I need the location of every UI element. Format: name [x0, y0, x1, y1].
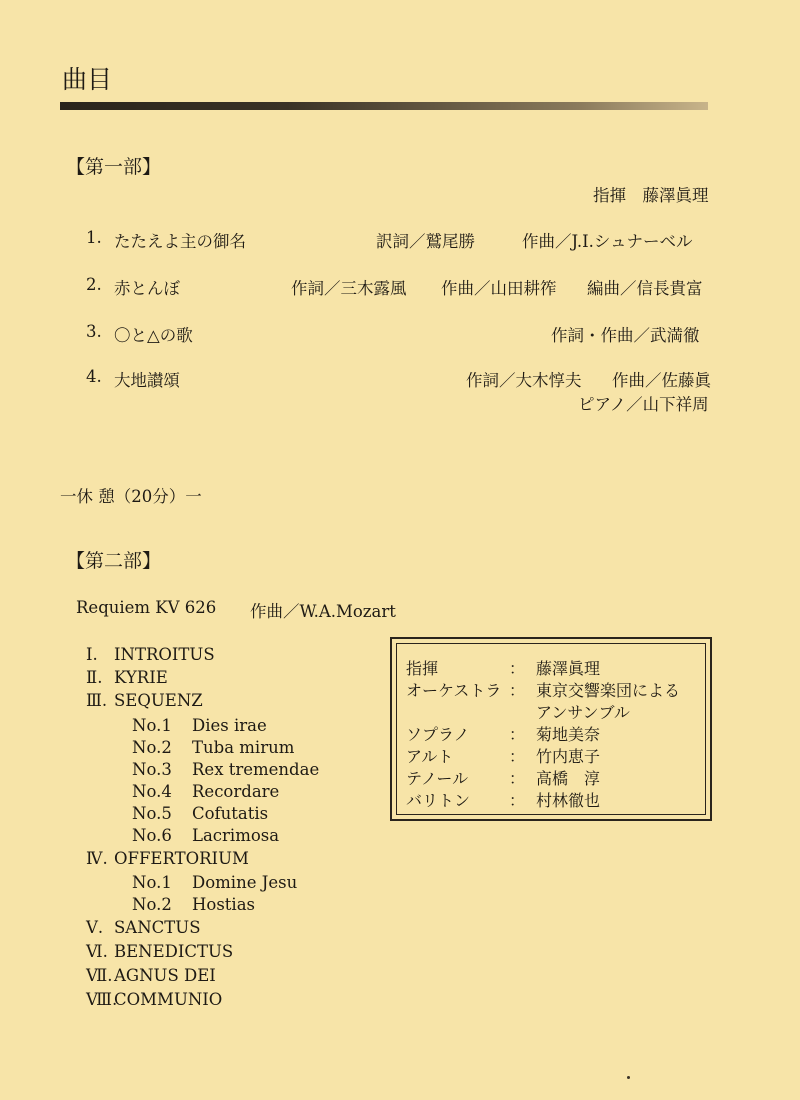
page-title: 曲目	[62, 65, 113, 94]
sub-number: No.5	[132, 804, 172, 823]
movement-numeral: Ⅶ.	[86, 966, 113, 985]
movement-numeral: Ⅵ.	[86, 942, 108, 961]
performer-name-cont: アンサンブル	[536, 703, 630, 722]
item-number: 4.	[86, 367, 102, 386]
movement-numeral: Ⅱ.	[86, 668, 103, 687]
song-credit: 作詞・作曲／武満徹	[551, 326, 700, 345]
movement-name: BENEDICTUS	[114, 942, 234, 961]
item-number: 2.	[86, 275, 102, 294]
performer-name: 藤澤眞理	[536, 659, 601, 678]
sub-name: Domine Jesu	[192, 873, 298, 892]
performer-sep: ：	[509, 747, 526, 766]
item-number: 3.	[86, 322, 102, 341]
sub-number: No.6	[132, 826, 172, 845]
movement-name: KYRIE	[114, 668, 168, 687]
movement-name: SANCTUS	[114, 918, 201, 937]
performer-role: ソプラノ	[406, 725, 470, 744]
part1-conductor: 指揮 藤澤眞理	[593, 186, 709, 205]
song-credit: 編曲／信長貴富	[587, 279, 703, 298]
performer-role: バリトン	[406, 791, 471, 810]
movement-numeral: Ⅰ.	[86, 645, 98, 664]
song-title: 赤とんぼ	[114, 279, 180, 298]
movement-numeral: Ⅴ.	[86, 918, 104, 937]
sub-number: No.1	[132, 873, 172, 892]
performer-role: オーケストラ	[406, 681, 502, 700]
title-rule	[60, 102, 708, 110]
work-composer: 作曲／W.A.Mozart	[250, 602, 396, 621]
part1-heading: 【第一部】	[66, 156, 162, 178]
movement-numeral: Ⅳ.	[86, 849, 108, 868]
performer-name: 高橋 淳	[536, 769, 601, 788]
sub-name: Cofutatis	[192, 804, 269, 823]
movement-name: OFFERTORIUM	[114, 849, 249, 868]
performer-sep: ：	[509, 769, 526, 788]
song-credit: 作詞／大木惇夫	[466, 371, 582, 390]
sub-number: No.4	[132, 782, 172, 801]
performer-role: テノール	[406, 769, 469, 788]
song-credit: 作詞／三木露風	[291, 279, 407, 298]
sub-name: Hostias	[192, 895, 256, 914]
movement-name: AGNUS DEI	[114, 966, 216, 985]
performer-role: 指揮	[406, 659, 439, 678]
sub-name: Tuba mirum	[192, 738, 295, 757]
movement-numeral: Ⅷ.	[86, 990, 118, 1009]
sub-name: Lacrimosa	[192, 826, 280, 845]
sub-number: No.3	[132, 760, 172, 779]
movement-numeral: Ⅲ.	[86, 691, 108, 710]
movement-name: SEQUENZ	[114, 691, 203, 710]
performer-name: 村林徹也	[536, 791, 601, 810]
sub-name: Recordare	[192, 782, 280, 801]
paper-speck	[627, 1076, 630, 1079]
performer-sep: ：	[509, 725, 526, 744]
movement-name: COMMUNIO	[114, 990, 223, 1009]
performer-sep: ：	[509, 681, 526, 700]
sub-number: No.2	[132, 895, 172, 914]
sub-number: No.1	[132, 716, 172, 735]
song-credit: 作曲／山田耕筰	[441, 279, 557, 298]
part2-heading: 【第二部】	[66, 550, 162, 572]
song-title: たたえよ主の御名	[114, 232, 246, 251]
performer-role: アルト	[406, 747, 454, 766]
pianist-credit: ピアノ／山下祥周	[578, 395, 709, 414]
performer-name: 東京交響楽団による	[536, 681, 681, 700]
intermission-note: 一休 憩（20分）一	[60, 487, 202, 506]
performer-name: 菊地美奈	[536, 725, 601, 744]
sub-name: Rex tremendae	[192, 760, 320, 779]
performer-name: 竹内恵子	[536, 747, 601, 766]
song-credit: 訳詞／鷲尾勝	[376, 232, 475, 251]
song-title: 〇と△の歌	[114, 326, 193, 345]
song-title: 大地讃頌	[114, 371, 180, 390]
item-number: 1.	[86, 228, 102, 247]
performer-sep: ：	[509, 659, 526, 678]
sub-number: No.2	[132, 738, 172, 757]
song-credit: 作曲／佐藤眞	[612, 371, 711, 390]
movement-name: INTROITUS	[114, 645, 215, 664]
performer-sep: ：	[509, 791, 526, 810]
sub-name: Dies irae	[192, 716, 267, 735]
work-title: Requiem KV 626	[76, 598, 217, 617]
song-credit: 作曲／J.I.シュナーベル	[522, 232, 693, 251]
